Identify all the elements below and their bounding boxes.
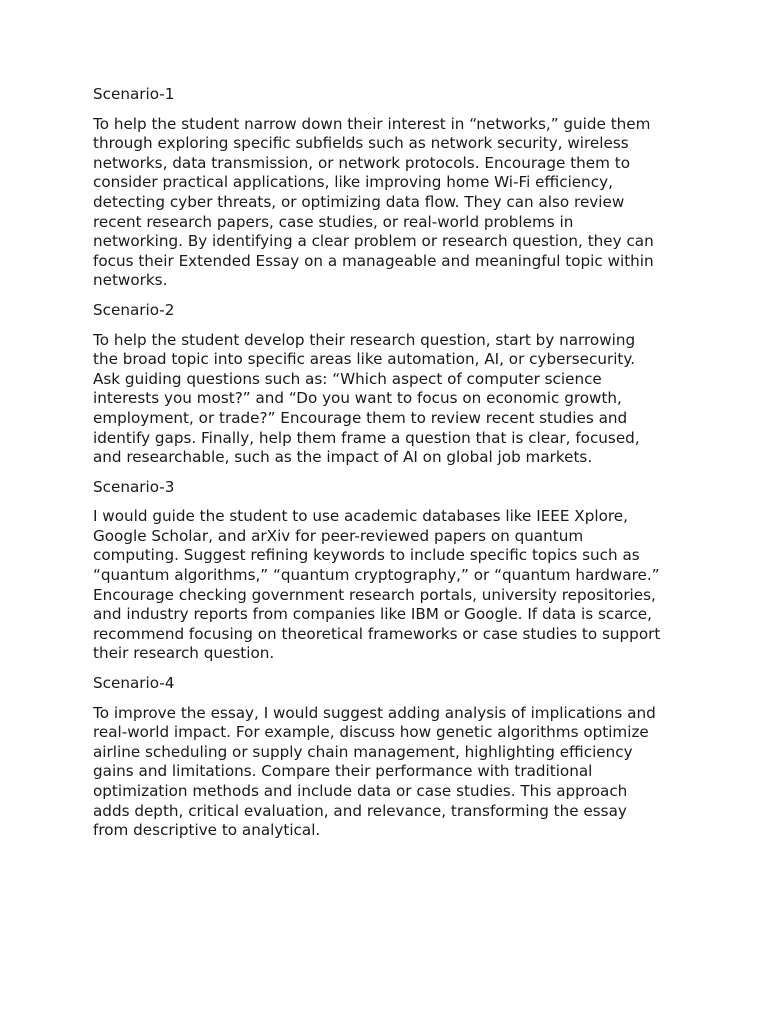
paragraph-line: I would guide the student to use academic databases like IEEE Xplore,	[93, 507, 628, 526]
paragraph-line: consider practical applications, like improving home Wi-Fi efficiency,	[93, 173, 613, 192]
scenario-section	[93, 478, 683, 664]
paragraph-line: adds depth, critical evaluation, and relevance, transforming the essay	[93, 801, 627, 820]
paragraph-line: Encourage checking government research portals, university repositories,	[93, 585, 656, 604]
paragraph-line: networks.	[93, 271, 168, 290]
paragraph-line: employment, or trade?” Encourage them to review recent studies and	[93, 408, 628, 427]
paragraph-line: networks, data transmission, or network protocols. Encourage them to	[93, 153, 630, 172]
paragraph-line: To help the student narrow down their interest in “networks,” guide them	[93, 114, 651, 133]
paragraph-line: networking. By identifying a clear problem or research question, they can	[93, 232, 654, 251]
scenario-heading: Scenario-1	[93, 85, 175, 103]
document-page	[93, 85, 683, 851]
paragraph-line: interests you most?” and “Do you want to focus on economic growth,	[93, 389, 622, 408]
paragraph-line: “quantum algorithms,” “quantum cryptography,” or “quantum hardware.”	[93, 566, 660, 585]
scenario-paragraph	[93, 507, 683, 664]
paragraph-line: airline scheduling or supply chain management, highlighting efficiency	[93, 742, 633, 761]
paragraph-line: recent research papers, case studies, or real-world problems in	[93, 212, 574, 231]
paragraph-line: Google Scholar, and arXiv for peer-reviewed papers on quantum	[93, 526, 584, 545]
scenario-paragraph	[93, 115, 683, 291]
paragraph-line: focus their Extended Essay on a manageable and meaningful topic within	[93, 251, 654, 270]
paragraph-line: optimization methods and include data or case studies. This approach	[93, 782, 628, 800]
scenario-section	[93, 674, 683, 841]
paragraph-line: computing. Suggest refining keywords to include specific topics such as	[93, 546, 640, 565]
paragraph-line: detecting cyber threats, or optimizing data flow. They can also review	[93, 192, 625, 211]
paragraph-line: To improve the essay, I would suggest adding analysis of implications and	[93, 703, 656, 722]
paragraph-line: To help the student develop their research question, start by narrowing	[93, 330, 636, 349]
scenario-paragraph	[93, 331, 683, 468]
paragraph-line: from descriptive to analytical.	[93, 821, 321, 840]
scenario-heading: Scenario-4	[93, 674, 175, 693]
scenario-heading: Scenario-3	[93, 477, 175, 496]
paragraph-line: Ask guiding questions such as: “Which aspect of computer science	[93, 369, 602, 388]
paragraph-line: through exploring specific subfields such as network security, wireless	[93, 134, 629, 153]
scenario-section	[93, 301, 683, 468]
paragraph-line: identify gaps. Finally, help them frame a question that is clear, focused,	[93, 428, 640, 447]
paragraph-line: and industry reports from companies like IBM or Google. If data is scarce,	[93, 605, 652, 624]
paragraph-line: recommend focusing on theoretical frameworks or case studies to support	[93, 624, 661, 643]
paragraph-line: and researchable, such as the impact of AI on global job markets.	[93, 448, 593, 467]
scenario-paragraph	[93, 704, 683, 841]
scenario-section	[93, 85, 683, 291]
paragraph-line: the broad topic into specific areas like automation, AI, or cybersecurity.	[93, 350, 636, 369]
paragraph-line: real-world impact. For example, discuss how genetic algorithms optimize	[93, 723, 649, 742]
scenario-heading: Scenario-2	[93, 300, 175, 319]
scenario-list	[93, 85, 683, 841]
paragraph-line: their research question.	[93, 644, 275, 663]
paragraph-line: gains and limitations. Compare their performance with traditional	[93, 762, 593, 781]
